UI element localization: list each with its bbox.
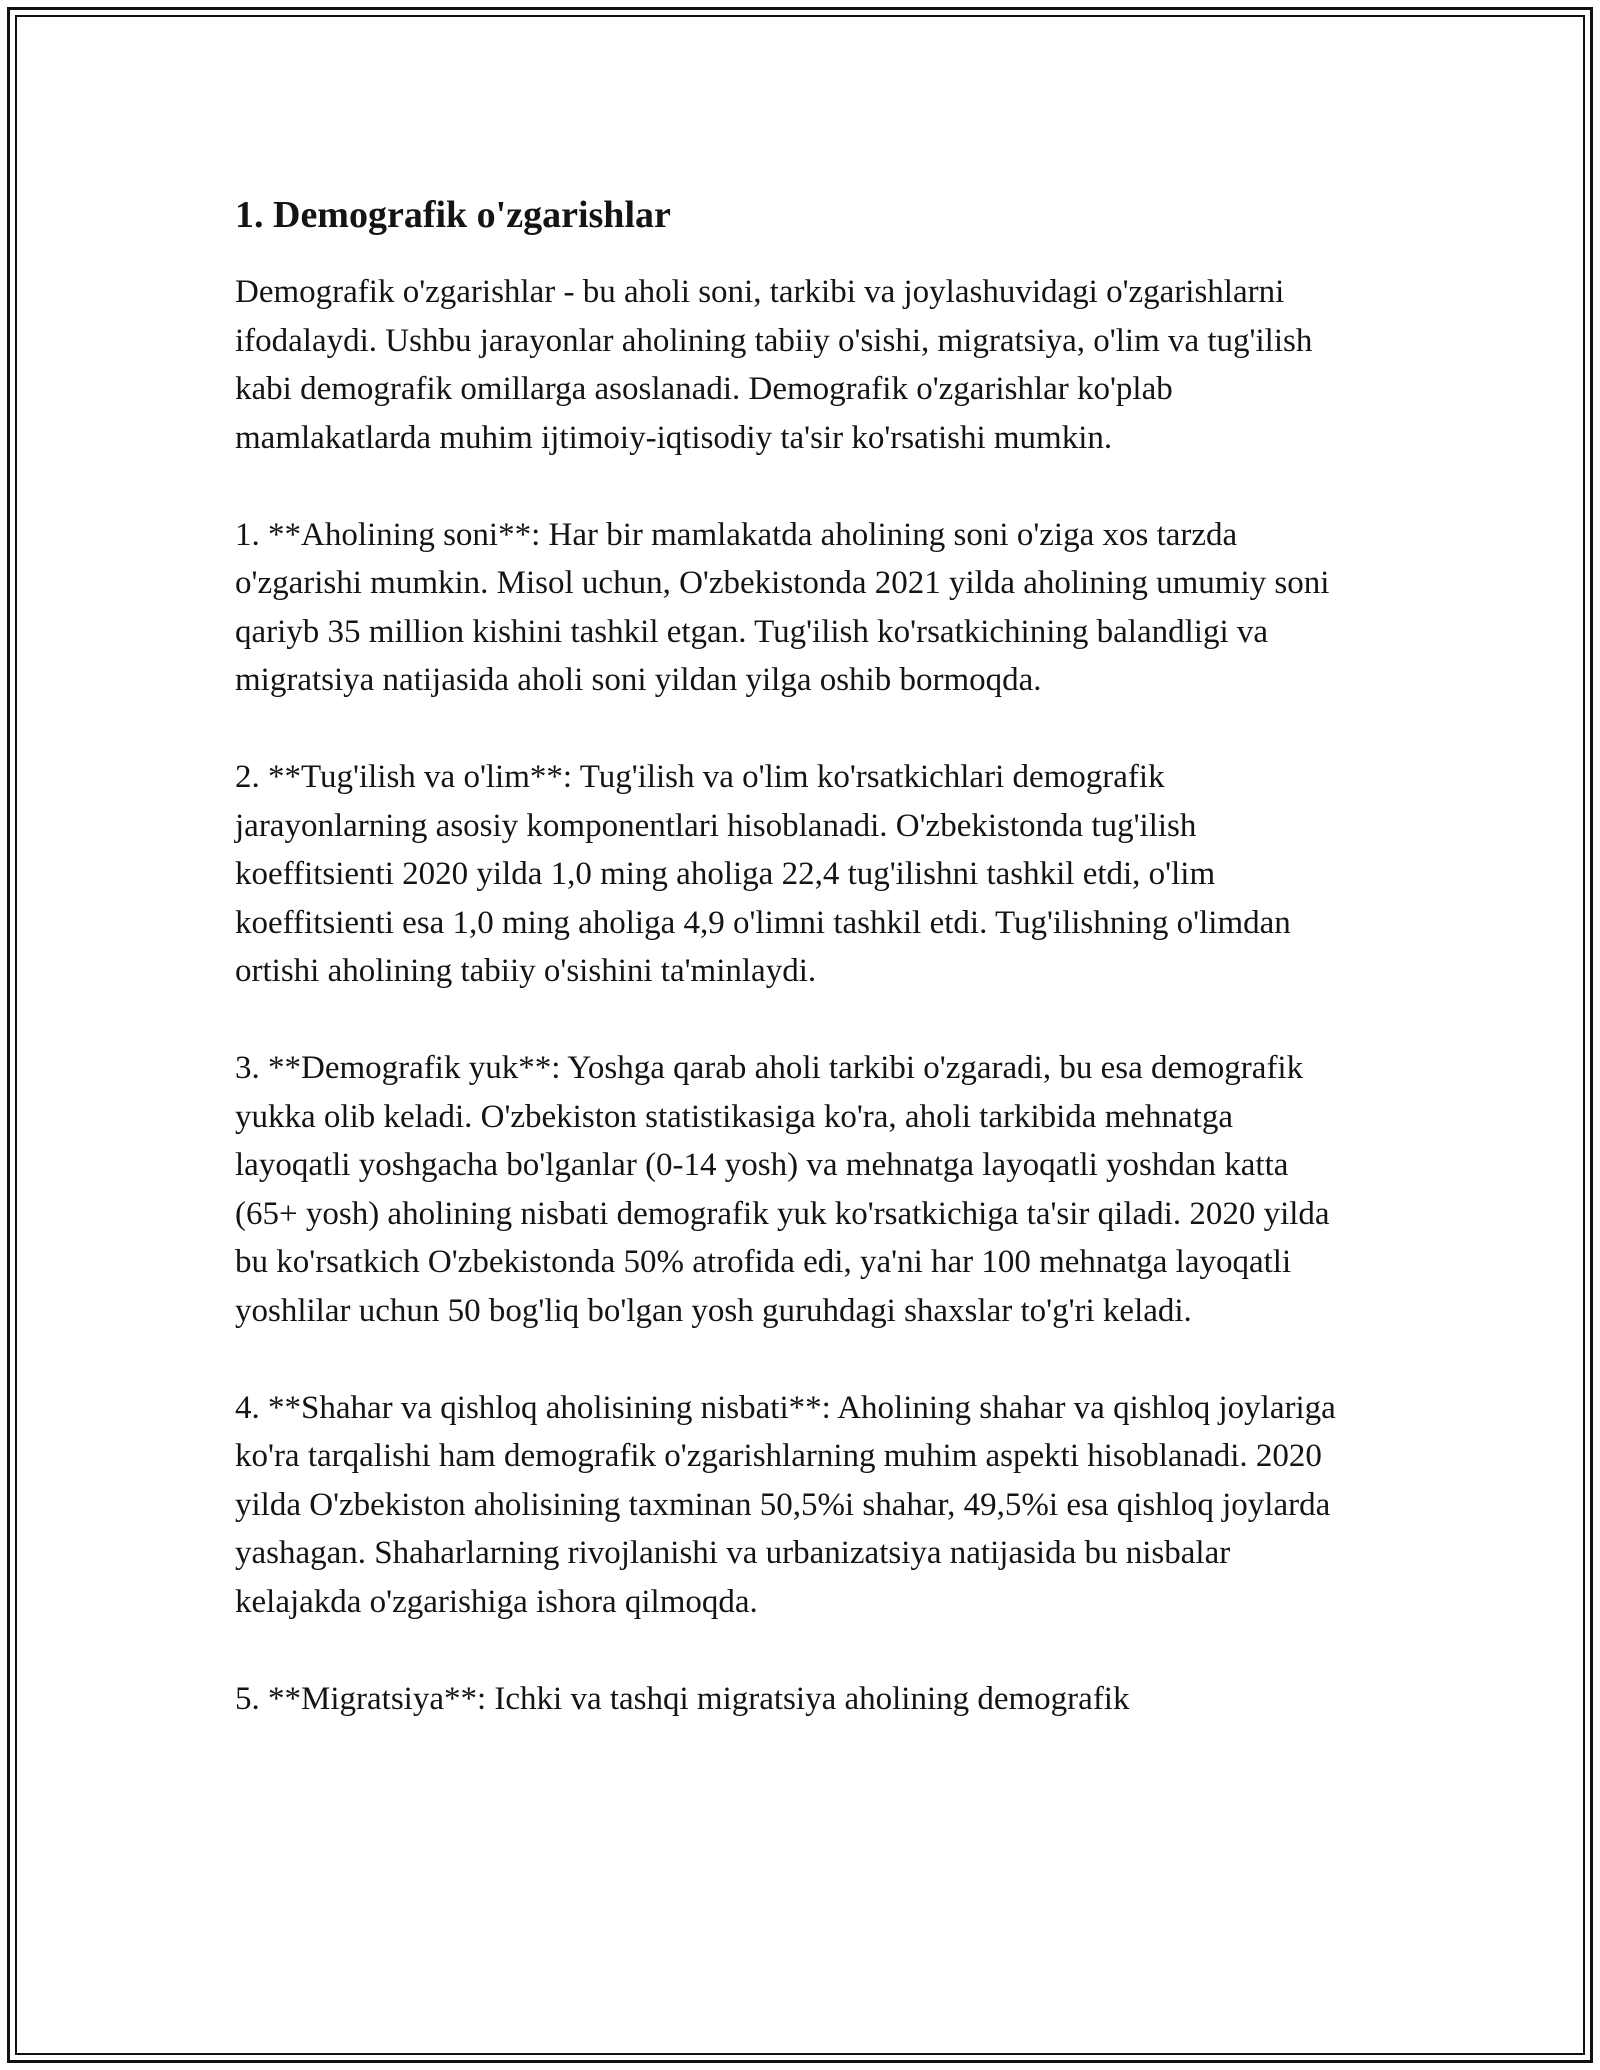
section-heading: 1. Demografik o'zgarishlar [235, 194, 671, 236]
intro-paragraph: Demografik o'zgarishlar - bu aholi soni, tarkibi va joylashuvidagi o'zgarishlarni ifodalaydi. Ushbu jarayonlar aholining tabiiy o'sishi, migratsiya, o'lim va tug'ilish kabi demografik omillarga asoslanadi. Demografik o'zgarishlar ko'plab mamlakatlarda muhim ijtimoiy-iqtisodiy ta'sir ko'rsatishi mumkin. [235, 274, 1313, 456]
list-item-population: 1. **Aholining soni**: Har bir mamlakatda aholining soni o'ziga xos tarzda o'zgarishi mumkin. Misol uchun, O'zbekistonda 2021 yilda aholining umumiy soni qariyb 35 million kishini tashkil etgan. Tug'ilish ko'rsatkichining balandligi va migratsiya natijasida aholi soni yildan yilga oshib bormoqda. [235, 516, 1330, 698]
list-item-demographic-load: 3. **Demografik yuk**: Yoshga qarab aholi tarkibi o'zgaradi, bu esa demografik yukka olib keladi. O'zbekiston statistikasiga ko'ra, aholi tarkibida mehnatga layoqatli yoshgacha bo'lganlar (0-14 yosh) va mehnatga layoqatli yoshdan katta (65+ yosh) aholining nisbati demografik yuk ko'rsatkichiga ta'sir qiladi. 2020 yilda bu ko'rsatkich O'zbekistonda 50% atrofida edi, ya'ni har 100 mehnatga layoqatli yoshlilar uchun 50 bog'liq bo'lgan yosh guruhdagi shaxslar to'g'ri keladi. [235, 1050, 1330, 1329]
list-item-birth-death: 2. **Tug'ilish va o'lim**: Tug'ilish va o'lim ko'rsatkichlari demografik jarayonlarning asosiy komponentlari hisoblanadi. O'zbekistonda tug'ilish koeffitsienti 2020 yilda 1,0 ming aholiga 22,4 tug'ilishni tashkil etdi, o'lim koeffitsienti esa 1,0 ming aholiga 4,9 o'limni tashkil etdi. Tug'ilishning o'limdan ortishi aholining tabiiy o'sishini ta'minlaydi. [235, 759, 1291, 989]
list-item-urban-rural: 4. **Shahar va qishloq aholisining nisbati**: Aholining shahar va qishloq joylariga ko'ra tarqalishi ham demografik o'zgarishlarning muhim aspekti hisoblanadi. 2020 yilda O'zbekiston aholisining taxminan 50,5%i shahar, 49,5%i esa qishloq joylarda yashagan. Shaharlarning rivojlanishi va urbanizatsiya natijasida bu nisbalar kelajakda o'zgarishiga ishora qilmoqda. [235, 1389, 1336, 1620]
document-body [235, 192, 1355, 1723]
list-item-migration: 5. **Migratsiya**: Ichki va tashqi migratsiya aholining demografik [235, 1680, 1130, 1717]
